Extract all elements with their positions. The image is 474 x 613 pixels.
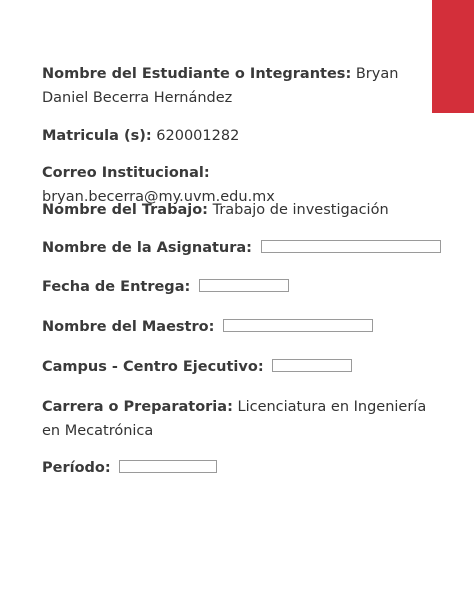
work-title-row <box>42 198 442 222</box>
career-row <box>42 395 442 443</box>
work-title-label: Nombre del Trabajo: <box>42 202 208 218</box>
due-date-field[interactable] <box>199 279 289 292</box>
campus-row <box>42 355 442 379</box>
matricula-value: 620001282 <box>156 128 240 144</box>
student-name-label: Nombre del Estudiante o Integrantes: <box>42 66 352 82</box>
career-label: Carrera o Preparatoria: <box>42 399 233 415</box>
email-label: Correo Institucional: <box>42 165 210 181</box>
due-date-row <box>42 275 442 299</box>
subject-field[interactable] <box>261 240 441 253</box>
career-value: Licenciatura en Ingeniería en Mecatrónica <box>42 399 427 439</box>
subject-row <box>42 236 442 260</box>
email-value: bryan.becerra@my.uvm.edu.mx <box>42 189 275 205</box>
teacher-row <box>42 315 442 339</box>
campus-field[interactable] <box>272 359 352 372</box>
campus-label: Campus - Centro Ejecutivo: <box>42 359 264 375</box>
teacher-label: Nombre del Maestro: <box>42 319 215 335</box>
period-row <box>42 456 442 480</box>
work-title-value: Trabajo de investigación <box>212 202 389 218</box>
matricula-row <box>42 124 442 148</box>
matricula-label: Matricula (s): <box>42 128 152 144</box>
teacher-field[interactable] <box>223 319 373 332</box>
student-name-value: Bryan Daniel Becerra Hernández <box>42 66 399 106</box>
subject-label: Nombre de la Asignatura: <box>42 240 252 256</box>
due-date-label: Fecha de Entrega: <box>42 279 191 295</box>
period-label: Período: <box>42 460 111 476</box>
period-field[interactable] <box>119 460 217 473</box>
student-name-row <box>42 62 442 110</box>
